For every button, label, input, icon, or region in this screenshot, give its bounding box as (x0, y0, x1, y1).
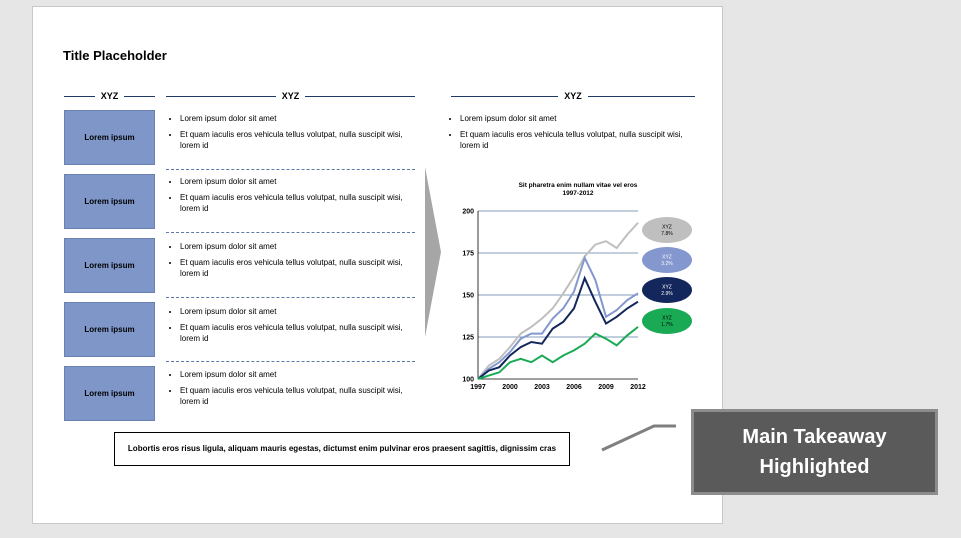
bullet-item: • Et quam iaculis eros vehicula tellus volutpat, nulla suscipit wisi, lorem id (460, 129, 696, 152)
right-bullets (446, 113, 696, 156)
chart-title: Sit pharetra enim nullam vitae vel eros 1997-2012 (518, 182, 638, 197)
legend-value: 2.9% (661, 291, 673, 297)
x-tick-label: 2006 (566, 384, 582, 391)
bullet-item: • Lorem ipsum dolor sit amet (180, 306, 416, 318)
row-bullets (166, 306, 416, 349)
right-column-header-label: XYZ (564, 91, 582, 101)
x-tick-label: 2009 (598, 384, 614, 391)
row-divider (166, 297, 415, 298)
connector-line (600, 420, 680, 454)
row-bullets (166, 113, 416, 156)
row-label-box: Lorem ipsum (64, 174, 155, 229)
bullet-item: • Et quam iaculis eros vehicula tellus volutpat, nulla suscipit wisi, lorem id (180, 129, 416, 152)
bullet-item: • Lorem ipsum dolor sit amet (180, 369, 416, 381)
header-rule (588, 96, 695, 97)
legend-value: 1.7% (661, 322, 673, 328)
right-column-header (451, 91, 695, 101)
bullet-item: • Lorem ipsum dolor sit amet (180, 241, 416, 253)
legend-name: XYZ (662, 254, 672, 261)
left-column-header (64, 91, 155, 101)
bullet-item: • Et quam iaculis eros vehicula tellus volutpat, nulla suscipit wisi, lorem id (180, 385, 416, 408)
left-column-header-label: XYZ (100, 91, 119, 101)
row-label-box: Lorem ipsum (64, 110, 155, 165)
bullet-item: • Lorem ipsum dolor sit amet (180, 176, 416, 188)
row-divider (166, 232, 415, 233)
series-line (478, 327, 638, 379)
row-bullets (166, 176, 416, 219)
header-rule (124, 96, 155, 97)
legend-value: 7.8% (661, 231, 673, 237)
callout-box: Lobortis eros risus ligula, aliquam mauris egestas, dictumst enim pulvinar eros praesent sagittis, dignissim cras (114, 432, 570, 466)
row-label-box: Lorem ipsum (64, 302, 155, 357)
bullet-item: • Et quam iaculis eros vehicula tellus volutpat, nulla suscipit wisi, lorem id (180, 257, 416, 280)
row-bullets (166, 369, 416, 412)
y-tick-label: 200 (462, 208, 474, 216)
y-tick-label: 125 (462, 334, 474, 342)
row-bullets (166, 241, 416, 284)
slide-title: Title Placeholder (63, 48, 167, 63)
row-divider (166, 361, 415, 362)
middle-column-header-label: XYZ (281, 91, 300, 101)
row-label-box: Lorem ipsum (64, 366, 155, 421)
y-tick-label: 150 (462, 292, 474, 300)
row-divider (166, 169, 415, 170)
x-tick-label: 1997 (470, 384, 486, 391)
y-tick-label: 175 (462, 250, 474, 258)
x-tick-label: 2003 (534, 384, 550, 391)
bullet-item: • Et quam iaculis eros vehicula tellus volutpat, nulla suscipit wisi, lorem id (180, 322, 416, 345)
header-rule (166, 96, 276, 97)
x-tick-label: 2000 (502, 384, 518, 391)
bullet-item: • Et quam iaculis eros vehicula tellus volutpat, nulla suscipit wisi, lorem id (180, 192, 416, 215)
legend-name: XYZ (662, 284, 672, 291)
x-tick-label: 2012 (630, 384, 646, 391)
row-label-box: Lorem ipsum (64, 238, 155, 293)
legend-value: 3.2% (661, 261, 673, 267)
header-rule (305, 96, 415, 97)
line-chart (440, 176, 700, 398)
main-takeaway-box: Main Takeaway Highlighted (691, 409, 938, 495)
bullet-item: • Lorem ipsum dolor sit amet (180, 113, 416, 125)
header-rule (451, 96, 558, 97)
y-tick-label: 100 (462, 376, 474, 384)
bullet-item: • Lorem ipsum dolor sit amet (460, 113, 696, 125)
series-line (478, 223, 638, 379)
legend-name: XYZ (662, 315, 672, 322)
header-rule (64, 96, 95, 97)
legend-name: XYZ (662, 224, 672, 231)
middle-column-header (166, 91, 415, 101)
series-line (478, 278, 638, 379)
